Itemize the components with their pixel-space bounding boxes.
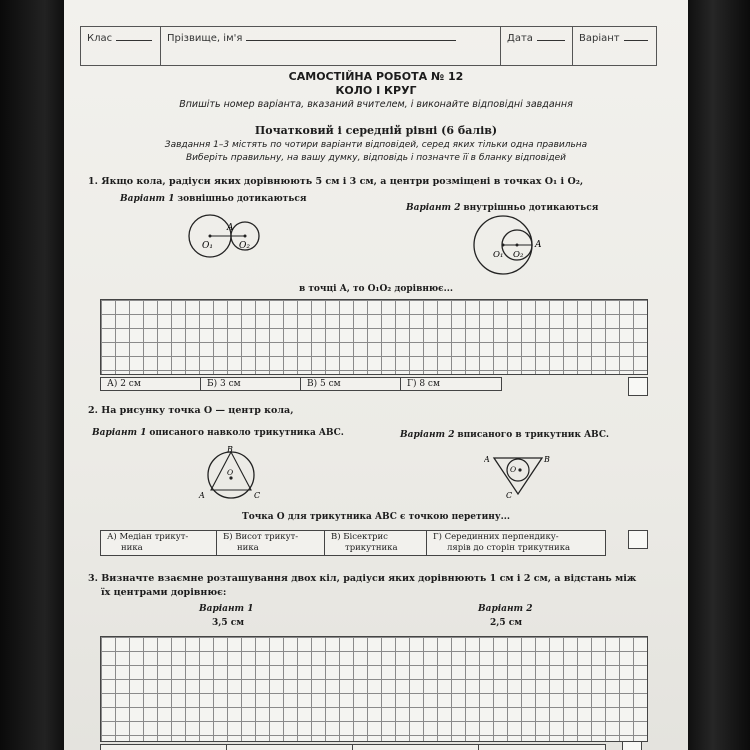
name-field xyxy=(161,27,501,65)
task3-answer-box[interactable] xyxy=(622,741,642,750)
task2-fig1-b: B xyxy=(227,445,233,454)
task1-work-grid xyxy=(100,299,648,375)
task2-question: Точка O для трикутника ABC є точкою перетину... xyxy=(242,512,510,522)
task2-variant1-label: Варіант 1 xyxy=(92,428,147,438)
task2-answer-c-line1: В) Бісектрис xyxy=(331,532,388,542)
date-label: Дата xyxy=(507,33,533,44)
task1-answer-a[interactable]: А) 2 см xyxy=(101,378,201,390)
task1-variant2 xyxy=(406,203,598,213)
task1-variant1-text: зовнішньо дотикаються xyxy=(177,194,307,204)
task1-answer-box[interactable] xyxy=(628,377,648,396)
level-heading: Початковий і середній рівні (6 балів) xyxy=(254,124,498,137)
task1-fig1-point-a: A xyxy=(227,223,234,233)
level-note-1: Завдання 1–3 містять по чотири варіанти відповідей, серед яких тільки одна правильна xyxy=(164,140,588,150)
task2-answer-d[interactable] xyxy=(427,531,605,555)
task2-variant2 xyxy=(400,430,609,440)
task1-figure-internal-tangent xyxy=(469,213,559,275)
task2-answer-b-line2: ника xyxy=(237,543,259,553)
task3-text-line2: їх центрами дорівнює: xyxy=(101,587,227,598)
task3-variant1-label: Варіант 1 xyxy=(199,604,254,614)
task2-answer-d-line2: лярів до сторін трикутника xyxy=(447,543,571,553)
task3-variant2-value: 2,5 см xyxy=(490,618,523,628)
task2-fig1-o: O xyxy=(227,468,234,477)
task1-answer-c[interactable]: В) 5 см xyxy=(301,378,401,390)
task3-answer-b[interactable] xyxy=(227,745,353,750)
task2-answer-b[interactable] xyxy=(217,531,325,555)
student-info-header xyxy=(80,26,657,66)
task2-answer-a-line1: А) Медіан трикут- xyxy=(107,532,189,542)
worksheet-page xyxy=(64,0,688,750)
variant-field xyxy=(573,27,656,65)
task2-fig2-c: C xyxy=(506,491,513,500)
date-field xyxy=(501,27,573,65)
task2-answer-box[interactable] xyxy=(628,530,648,549)
task2-answer-a-line2: ника xyxy=(121,543,143,553)
task2-fig2-b: B xyxy=(544,455,550,464)
task1-fig1-o2: O₂ xyxy=(239,241,250,251)
task1-question: в точці A, то O₁O₂ дорівнює... xyxy=(298,284,454,294)
task2-figure-circumscribed xyxy=(197,444,267,502)
task3-answer-a[interactable] xyxy=(101,745,227,750)
class-field xyxy=(81,27,161,65)
task1-answer-b[interactable]: Б) 3 см xyxy=(201,378,301,390)
instruction-text: Впишіть номер варіанта, вказаний вчителем, і виконайте відповідні завдання xyxy=(179,99,573,110)
worksheet-subtitle: КОЛО І КРУГ xyxy=(335,84,417,97)
task1-variant2-label: Варіант 2 xyxy=(406,203,461,213)
task3-answer-options xyxy=(100,744,606,750)
device-frame-right xyxy=(688,0,750,750)
task1-answer-d[interactable]: Г) 8 см xyxy=(407,379,440,389)
task2-variant1 xyxy=(92,428,344,438)
device-frame-left xyxy=(0,0,64,750)
task1-fig2-o1: O₁ xyxy=(493,250,504,260)
task2-variant2-text: вписаного в трикутник ABC. xyxy=(457,430,609,440)
task2-fig2-o: O xyxy=(510,465,517,474)
class-label: Клас xyxy=(87,33,113,44)
task1-variant1 xyxy=(120,194,306,204)
task3-text-line1: 3. Визначте взаємне розташування двох кіл, радіуси яких дорівнюють 1 см і 2 см, а відстань між xyxy=(88,573,637,584)
task2-fig2-a: A xyxy=(484,455,490,464)
task3-answer-c[interactable] xyxy=(353,745,479,750)
task2-variant2-label: Варіант 2 xyxy=(400,430,455,440)
task1-fig1-o1: O₁ xyxy=(202,241,213,251)
name-label: Прізвище, ім'я xyxy=(167,33,243,44)
task1-variant2-text: внутрішньо дотикаються xyxy=(463,203,599,213)
task1-variant1-label: Варіант 1 xyxy=(120,194,175,204)
task3-work-grid xyxy=(100,636,648,742)
task2-answer-options xyxy=(100,530,606,556)
task2-answer-b-line1: Б) Висот трикут- xyxy=(223,532,299,542)
level-note-2: Виберіть правильну, на вашу думку, відповідь і позначте її в бланку відповідей xyxy=(186,153,566,163)
task2-fig1-c: C xyxy=(254,491,261,500)
task1-fig2-point-a: A xyxy=(535,240,542,250)
task2-answer-d-line1: Г) Серединних перпендику- xyxy=(433,532,559,542)
task2-answer-a[interactable] xyxy=(101,531,217,555)
task1-figure-external-tangent xyxy=(182,212,282,262)
task2-answer-c-line2: трикутника xyxy=(345,543,398,553)
task2-figure-inscribed xyxy=(484,450,556,502)
task1-fig2-o2: O₂ xyxy=(513,250,524,260)
worksheet-title: САМОСТІЙНА РОБОТА № 12 xyxy=(288,70,464,83)
task1-answer-options xyxy=(100,377,502,391)
task2-fig1-a: A xyxy=(199,491,205,500)
variant-label: Варіант xyxy=(579,33,620,44)
task2-variant1-text: описаного навколо трикутника ABC. xyxy=(149,428,344,438)
task3-variant1-value: 3,5 см xyxy=(212,618,245,628)
task3-variant2-label: Варіант 2 xyxy=(478,604,533,614)
task1-text: 1. Якщо кола, радіуси яких дорівнюють 5 см і 3 см, а центри розміщені в точках O₁ і O₂, xyxy=(88,176,584,187)
task2-answer-c[interactable] xyxy=(325,531,427,555)
task2-text: 2. На рисунку точка O — центр кола, xyxy=(88,405,294,416)
task3-answer-d[interactable] xyxy=(479,745,605,750)
